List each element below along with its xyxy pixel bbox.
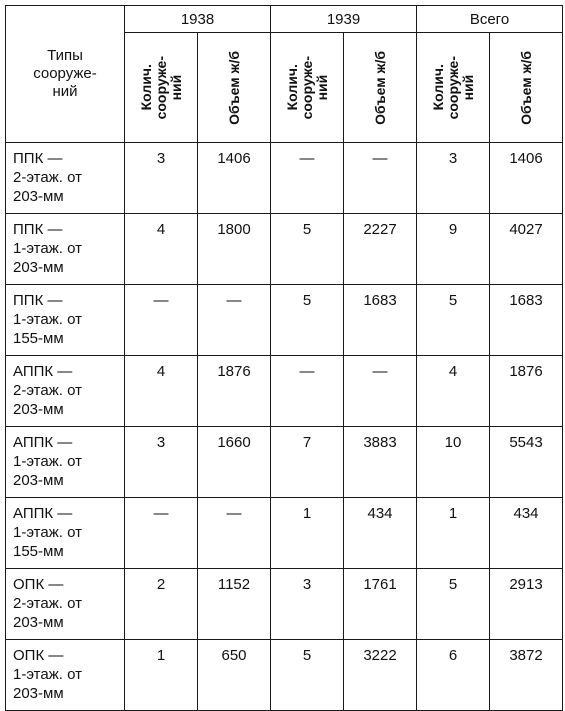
subheader-volume-total: Объем ж/б [490,33,563,143]
cell-volume-1938: — [198,498,271,569]
cell-count-1938: — [125,498,198,569]
table-row [6,427,563,498]
row-type: ОПК — 1-этаж. от 203-мм [6,640,125,711]
row-type: АППК — 2-этаж. от 203-мм [6,356,125,427]
cell-count-1939: 1 [271,498,344,569]
cell-volume-1938: 1876 [198,356,271,427]
cell-count-1939: 7 [271,427,344,498]
row-type: ППК — 1-этаж. от 203-мм [6,214,125,285]
header-year-1939: 1939 [271,6,417,33]
header-total: Всего [417,6,563,33]
subheader-count-1939: Колич. сооруже- ний [271,33,344,143]
header-year-1938: 1938 [125,6,271,33]
cell-count-1938: 2 [125,569,198,640]
cell-count-1938: 1 [125,640,198,711]
cell-volume-total: 3872 [490,640,563,711]
cell-volume-total: 1876 [490,356,563,427]
subheader-volume-1938: Объем ж/б [198,33,271,143]
cell-volume-1938: 650 [198,640,271,711]
cell-count-1938: 4 [125,356,198,427]
cell-count-total: 9 [417,214,490,285]
row-type: ППК — 1-этаж. от 155-мм [6,285,125,356]
header-types: Типы сооруже- ний [6,6,125,143]
cell-volume-1938: 1406 [198,143,271,214]
row-type: АППК — 1-этаж. от 155-мм [6,498,125,569]
cell-volume-1939: 1683 [344,285,417,356]
cell-count-1938: 4 [125,214,198,285]
cell-count-total: 1 [417,498,490,569]
cell-volume-1938: — [198,285,271,356]
table-row [6,285,563,356]
subheader-count-total: Колич. сооруже- ний [417,33,490,143]
cell-volume-1939: 2227 [344,214,417,285]
cell-count-1938: 3 [125,427,198,498]
cell-count-total: 5 [417,569,490,640]
row-type: АППК — 1-этаж. от 203-мм [6,427,125,498]
cell-volume-total: 1406 [490,143,563,214]
cell-volume-1938: 1152 [198,569,271,640]
cell-volume-total: 5543 [490,427,563,498]
cell-count-1939: — [271,143,344,214]
cell-volume-1939: 3883 [344,427,417,498]
cell-count-1939: 3 [271,569,344,640]
cell-count-1939: 5 [271,285,344,356]
cell-volume-1939: — [344,143,417,214]
cell-volume-1938: 1800 [198,214,271,285]
cell-count-1939: 5 [271,214,344,285]
table-row [6,640,563,711]
row-type: ОПК — 2-этаж. от 203-мм [6,569,125,640]
table-row [6,356,563,427]
cell-volume-total: 434 [490,498,563,569]
table-row [6,214,563,285]
cell-count-total: 10 [417,427,490,498]
construction-table [5,5,563,711]
cell-volume-1939: 1761 [344,569,417,640]
table-row [6,569,563,640]
cell-count-total: 3 [417,143,490,214]
subheader-count-1938: Колич. сооруже- ний [125,33,198,143]
row-type: ППК — 2-этаж. от 203-мм [6,143,125,214]
cell-count-1938: — [125,285,198,356]
cell-volume-1938: 1660 [198,427,271,498]
cell-count-1938: 3 [125,143,198,214]
cell-count-total: 5 [417,285,490,356]
table-row [6,143,563,214]
cell-count-1939: 5 [271,640,344,711]
cell-volume-total: 4027 [490,214,563,285]
subheader-volume-1939: Объем ж/б [344,33,417,143]
table-row [6,498,563,569]
cell-volume-total: 2913 [490,569,563,640]
cell-count-total: 4 [417,356,490,427]
cell-volume-total: 1683 [490,285,563,356]
cell-volume-1939: — [344,356,417,427]
cell-volume-1939: 3222 [344,640,417,711]
cell-volume-1939: 434 [344,498,417,569]
cell-count-total: 6 [417,640,490,711]
cell-count-1939: — [271,356,344,427]
